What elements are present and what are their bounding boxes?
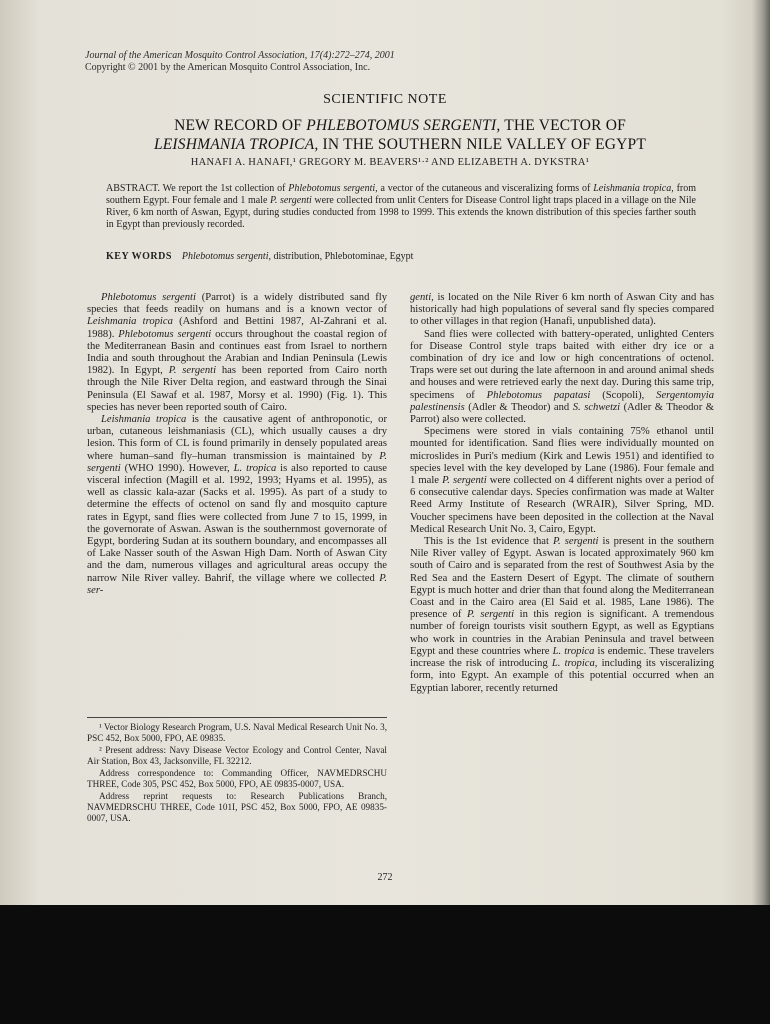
page-number: 272 bbox=[377, 872, 393, 883]
scanner-background bbox=[0, 905, 770, 1024]
journal-header bbox=[85, 50, 705, 74]
section-label: SCIENTIFIC NOTE bbox=[323, 92, 447, 107]
keywords: KEY WORDS Phlebotomus sergenti, distribution, Phlebotominae, Egypt bbox=[106, 251, 414, 262]
paragraph: Phlebotomus sergenti (Parrot) is a widely distributed sand fly species that feeds readily on humans and is a known vector of Leishmania tropica (Ashford and Bettini 1987, Al-Zahrani et al. 1988). Phlebotomus sergenti occurs throughout the coastal region of the Mediterranean Basin and continues east from Israel to northern India and south throughout the Arabian and Indian Peninsula (Lewis 1982). In Egypt, P. sergenti has been reported from Cairo north through the Nile River Delta region, and eastward through the Sinai Peninsula (El Sawaf et al. 1987, Morsy et al. 1990) (Fig. 1). This species has never been reported south of Cairo. bbox=[87, 292, 388, 413]
paragraph: Specimens were stored in vials containing 75% ethanol until mounted for identification. Sand flies were individually mounted on microslides in Puri's medium (Kirk and Lewis 1951) and identified to species level with the key developed by Lane (1986). Four female and 1 male P. sergenti were collected on 4 different nights over a period of 6 consecutive calendar days. Species confirmation was made at Walter Reed Army Institute of Research (WRAIR), Silver Spring, MD. Voucher specimens have been deposited in the collection at the Naval Medical Research Unit No. 3, Cairo, Egypt. bbox=[410, 426, 714, 535]
footnote: Address correspondence to: Commanding Officer, NAVMEDRSCHU THREE, Code 305, PSC 452, Box 5000, FPO, AE 09835-0007, USA. bbox=[87, 768, 387, 789]
footnotes bbox=[87, 717, 387, 825]
copyright-line: Copyright © 2001 by the American Mosquito Control Association, Inc. bbox=[85, 62, 371, 73]
journal-citation: Journal of the American Mosquito Control Association, 17(4):272–274, 2001 bbox=[85, 50, 395, 61]
body-column-left bbox=[87, 292, 387, 597]
abstract: ABSTRACT. We report the 1st collection of Phlebotomus sergenti, a vector of the cutaneous and visceralizing forms of Leishmania tropica, from southern Egypt. Four female and 1 male P. sergenti were collected from unlit Centers for Disease Control light traps placed in a village on the Nile River, 6 km north of Aswan, Egypt, during studies conducted from 1998 to 1999. This extends the known distribution of this species farther south in Egypt than previously recorded. bbox=[106, 183, 697, 230]
paragraph: Leishmania tropica is the causative agent of anthroponotic, or urban, cutaneous leishmaniasis (CL), which usually causes a dry lesion. This form of CL is found primarily in densely populated areas where human–sand fly–human transmission is maintained by P. sergenti (WHO 1990). However, L. tropica is also reported to cause visceral infection (Magill et al. 1992, 1993; Hyams et al. 1995), as well as classic kala-azar (Sacks et al. 1995). As part of a study to determine the effects of octenol on sand fly and mosquito capture rates in Egypt, sand flies were collected from June 7 to 15, 1999, in the governorate of Aswan. Aswan is the southernmost governorate of Egypt, bordering Sudan at its southern boundary, and encompasses all of Lake Nasser south of the Aswan High Dam. North of Aswan City and the dam, numerous villages and agricultural areas occupy the narrow Nile River valley. Bahrif, the village where we collected P. ser- bbox=[87, 414, 387, 596]
title-line-2: LEISHMANIA TROPICA, IN THE SOUTHERN NILE VALLEY OF EGYPT bbox=[153, 136, 647, 153]
keywords-label: KEY WORDS bbox=[106, 251, 172, 262]
footnote: ¹ Vector Biology Research Program, U.S. Naval Medical Research Unit No. 3, PSC 452, Box 5000, FPO, AE 09835. bbox=[87, 722, 387, 743]
page-edge-shadow bbox=[752, 0, 770, 905]
body-column-right bbox=[410, 292, 714, 695]
footnote: Address reprint requests to: Research Publications Branch, NAVMEDRSCHU THREE, Code 101I, PSC 452, Box 5000, FPO, AE 09835-0007, USA. bbox=[87, 791, 387, 823]
author-list: HANAFI A. HANAFI,¹ GREGORY M. BEAVERS¹·² AND ELIZABETH A. DYKSTRA¹ bbox=[190, 157, 590, 168]
paragraph: This is the 1st evidence that P. sergenti is present in the southern Nile River valley of Egypt. Aswan is located approximately 960 km south of Cairo and is separated from the rest of Southwest Asia by the Red Sea and the Eastern Desert of Egypt. The climate of southern Egypt is much hotter and drier than that found along the Mediterranean Coast and in the Cairo area (El Said et al. 1985, Lane 1986). The presence of P. sergenti in this region is significant. A tremendous number of foreign tourists visit southern Egypt, as well as Egyptians who work in countries in the Arabian Peninsula and travel between Egypt and these countries where L. tropica is endemic. These travelers increase the risk of introducing L. tropica, including its visceralizing form, into Egypt. An example of this potential occurred when an Egyptian laborer, recently returned bbox=[410, 536, 714, 694]
paragraph: Sand flies were collected with battery-operated, unlighted Centers for Disease Control style traps baited with either dry ice or a combination of dry ice and low or high concentrations of octenol. Traps were set out during the late afternoon in and around animal sheds and houses and were retrieved early the next day. During this same trip, specimens of Phlebotomus papatasi (Scopoli), Sergentomyia palestinensis (Adler & Theodor) and S. schwetzi (Adler & Theodor & Parrot) also were collected. bbox=[410, 328, 715, 426]
title-line-1: NEW RECORD OF PHLEBOTOMUS SERGENTI, THE VECTOR OF bbox=[174, 117, 626, 134]
paragraph: genti, is located on the Nile River 6 km north of Aswan City and has historically had high populations of several sand fly species compared to other villages in that region (Hanafi, unpublished data). bbox=[410, 292, 714, 328]
footnote: ² Present address: Navy Disease Vector Ecology and Control Center, Naval Air Station, Box 43, Jacksonville, FL 32212. bbox=[87, 745, 387, 766]
article-title bbox=[75, 116, 725, 154]
